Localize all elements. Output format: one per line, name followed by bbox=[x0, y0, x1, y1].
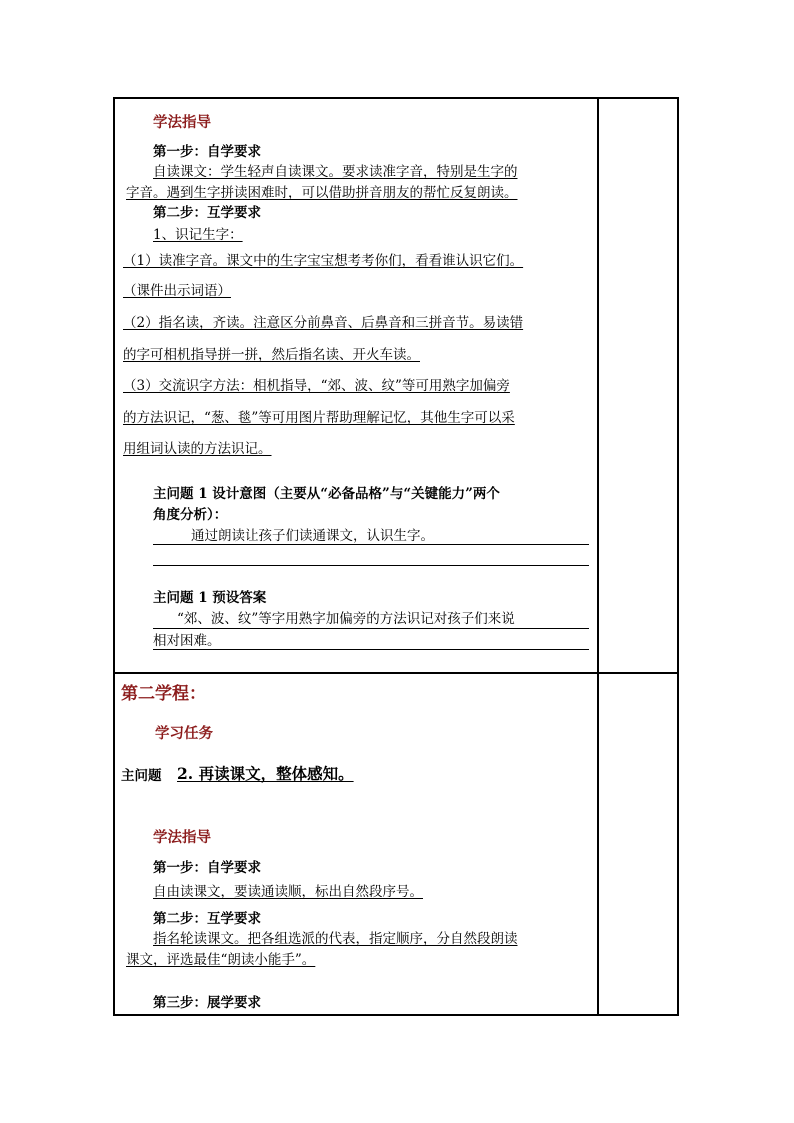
column-divider bbox=[597, 99, 599, 1014]
answer-title: 主问题 1 预设答案 bbox=[153, 590, 267, 606]
step1-title-2: 第一步：自学要求 bbox=[153, 860, 261, 876]
design-intent-rule-2 bbox=[153, 565, 589, 566]
design-intent-rule-1 bbox=[153, 544, 589, 545]
lesson-plan-table bbox=[113, 97, 679, 1016]
answer-text-line2: 相对困难。 bbox=[153, 633, 221, 649]
design-intent-text: 通过朗读让孩子们读通课文，认识生字。 bbox=[191, 528, 434, 544]
item3-line1: （3）交流识字方法：相机指导，“郊、波、纹”等可用熟字加偏旁 bbox=[123, 378, 510, 394]
step2-title: 第二步：互学要求 bbox=[153, 205, 261, 221]
stage-two-title: 第二学程： bbox=[121, 684, 206, 704]
method-title-2: 学法指导 bbox=[153, 829, 211, 846]
step1-text-line2: 字音。遇到生字拼读困难时，可以借助拼音朋友的帮忙反复朗读。 bbox=[126, 185, 518, 201]
design-intent-title-line2: 角度分析）： bbox=[153, 507, 228, 523]
step2-title-2: 第二步：互学要求 bbox=[153, 911, 261, 927]
step1-title: 第一步：自学要求 bbox=[153, 144, 261, 160]
step2-subtitle: 1、识记生字： bbox=[153, 227, 243, 243]
item1-line2: （课件出示词语） bbox=[123, 283, 231, 299]
cell-stage-two bbox=[115, 674, 597, 1014]
answer-rule-2 bbox=[153, 649, 589, 650]
item1-line1: （1）读准字音。课文中的生字宝宝想考考你们，看看谁认识它们。 bbox=[123, 253, 524, 269]
item2-line1: （2）指名读，齐读。注意区分前鼻音、后鼻音和三拼音节。易读错 bbox=[123, 315, 524, 331]
step2-text-2-line1: 指名轮读课文。把各组选派的代表，指定顺序，分自然段朗读 bbox=[153, 931, 518, 947]
task-title: 学习任务 bbox=[155, 725, 213, 742]
method-title: 学法指导 bbox=[153, 114, 211, 131]
design-intent-title-line1: 主问题 1 设计意图（主要从“必备品格”与“关键能力”两个 bbox=[153, 486, 500, 502]
step3-title-2: 第三步：展学要求 bbox=[153, 995, 261, 1011]
item3-line2: 的方法识记，“葱、毯”等可用图片帮助理解记忆，其他生字可以采 bbox=[123, 410, 515, 426]
answer-text-line1: “郊、波、纹”等字用熟字加偏旁的方法识记对孩子们来说 bbox=[177, 611, 515, 627]
step1-text-line1: 自读课文：学生轻声自读课文。要求读准字音，特别是生字的 bbox=[153, 164, 518, 180]
step2-text-2-line2: 课文，评选最佳“朗读小能手”。 bbox=[126, 952, 316, 968]
cell-stage-one bbox=[115, 99, 597, 672]
item3-line3: 用组词认读的方法识记。 bbox=[123, 441, 272, 457]
main-question-label: 主问题 bbox=[121, 768, 162, 784]
answer-rule-1 bbox=[153, 628, 589, 629]
item2-line2: 的字可相机指导拼一拼，然后指名读、开火车读。 bbox=[123, 347, 420, 363]
step1-text-2: 自由读课文，要读通读顺，标出自然段序号。 bbox=[153, 884, 423, 900]
main-question-text: 2. 再读课文，整体感知。 bbox=[177, 764, 354, 783]
